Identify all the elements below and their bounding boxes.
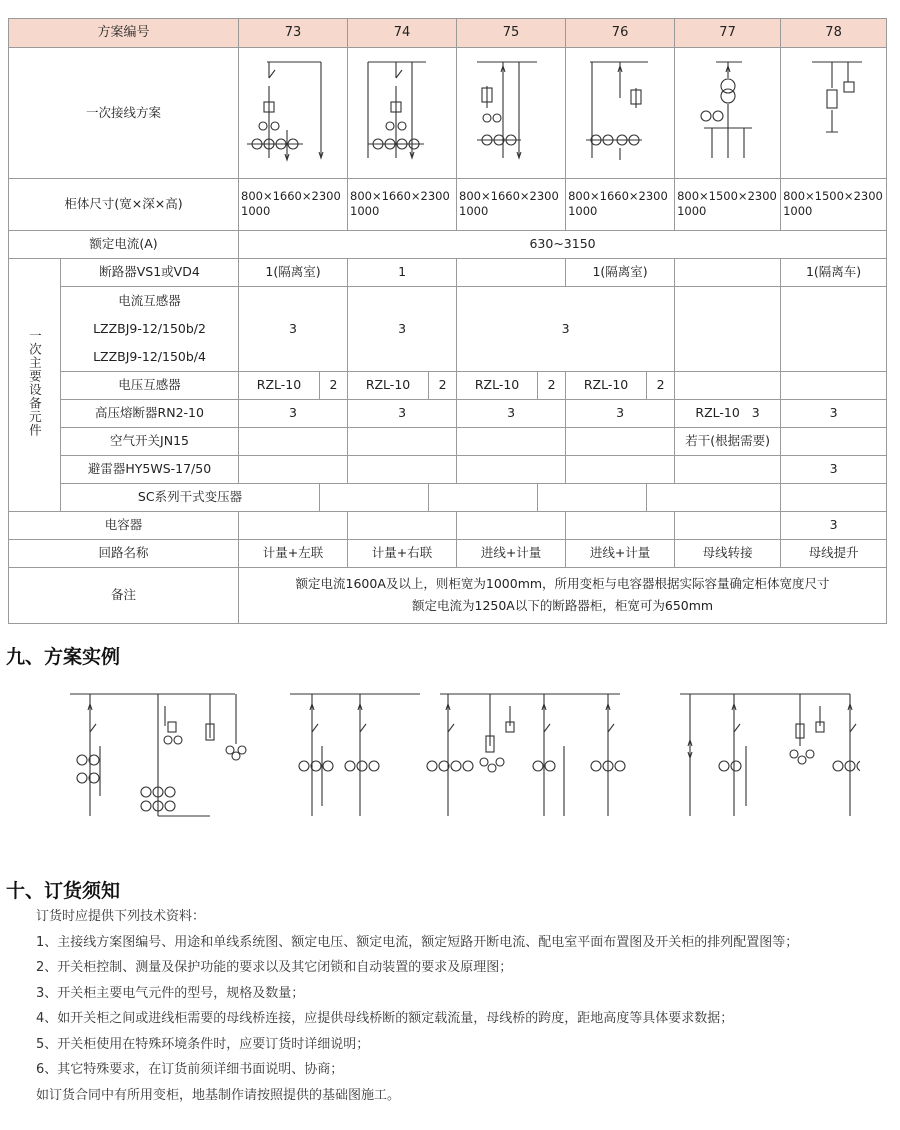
breaker-73: 1(隔离室) (239, 258, 348, 286)
air-switch-74 (348, 427, 457, 455)
breaker-76: 1(隔离室) (566, 258, 675, 286)
arrester-78: 3 (781, 455, 887, 483)
vt-78 (781, 371, 887, 399)
group-3 (427, 694, 625, 816)
vt-qty-74: 2 (429, 371, 457, 399)
breaker-row (9, 258, 887, 286)
rated-current-label: 额定电流(A) (9, 230, 239, 258)
vt-qty-76: 2 (647, 371, 675, 399)
wiring-diagram-78 (781, 48, 887, 179)
capacitor-73 (239, 511, 348, 539)
breaker-77 (675, 258, 781, 286)
circuit-row (9, 539, 887, 567)
single-line-diagram (676, 48, 780, 174)
vt-row (9, 371, 887, 399)
breaker-78: 1(隔离车) (781, 258, 887, 286)
fuse-74: 3 (348, 399, 457, 427)
arrester-74 (348, 455, 457, 483)
fuse-78: 3 (781, 399, 887, 427)
transformer-label: SC系列干式变压器 (61, 483, 320, 511)
group-2 (290, 694, 420, 816)
transformer-76 (647, 483, 781, 511)
breaker-label: 断路器VS1或VD4 (61, 258, 239, 286)
col-76: 76 (566, 19, 675, 48)
circuit-75: 进线+计量 (457, 539, 566, 567)
transformer-77 (781, 483, 887, 511)
fuse-label: 高压熔断器RN2-10 (61, 399, 239, 427)
arrester-77 (675, 455, 781, 483)
group-4 (680, 694, 860, 816)
transformer-75 (538, 483, 647, 511)
note-line: 4、如开关柜之间或进线柜需要的母线桥连接，应提供母线桥断的额定载流量，母线桥的跨度，距地高度等具体要求数据； (36, 1011, 734, 1026)
col-75: 75 (457, 19, 566, 48)
capacitor-row (9, 511, 887, 539)
vt-qty-75: 2 (538, 371, 566, 399)
air-switch-76 (566, 427, 675, 455)
size-77: 800×1500×2300 1000 (675, 178, 781, 230)
vt-label: 电压互感器 (61, 371, 239, 399)
transformer-73 (320, 483, 429, 511)
ct-73: 3 (239, 286, 348, 371)
header-row (9, 19, 887, 48)
capacitor-78: 3 (781, 511, 887, 539)
size-73: 800×1660×2300 1000 (239, 178, 348, 230)
note-line: 2、开关柜控制、测量及保护功能的要求以及其它闭锁和自动装置的要求及原理图； (36, 960, 513, 975)
ct-row (9, 286, 887, 371)
single-line-diagram (782, 48, 886, 174)
remarks-row (9, 567, 887, 623)
single-line-diagram (348, 48, 456, 174)
single-line-diagram (566, 48, 674, 174)
capacitor-74 (348, 511, 457, 539)
note-line: 订货时应提供下列技术资料： (36, 909, 206, 924)
section9-title: 九、方案实例 (6, 646, 121, 668)
transformer-row (9, 483, 887, 511)
ct-77 (675, 286, 781, 371)
circuit-76: 进线+计量 (566, 539, 675, 567)
single-line-diagram (239, 48, 347, 174)
col-77: 77 (675, 19, 781, 48)
size-78: 800×1500×2300 1000 (781, 178, 887, 230)
arrester-73 (239, 455, 348, 483)
arrester-75 (457, 455, 566, 483)
arrester-row (9, 455, 887, 483)
air-switch-73 (239, 427, 348, 455)
ct-label: 电流互感器 LZZBJ9-12/150b/2 LZZBJ9-12/150b/4 (61, 286, 239, 371)
wiring-row (9, 48, 887, 179)
air-switch-75 (457, 427, 566, 455)
vt-qty-73: 2 (320, 371, 348, 399)
circuit-74: 计量+右联 (348, 539, 457, 567)
wiring-label: 一次接线方案 (9, 48, 239, 179)
air-switch-77: 若干(根据需要) (675, 427, 781, 455)
ct-76: 3 (457, 286, 675, 371)
fuse-77: RZL-10 3 (675, 399, 781, 427)
air-switch-label: 空气开关JN15 (61, 427, 239, 455)
wiring-diagram-76 (566, 48, 675, 179)
vt-model-73: RZL-10 (239, 371, 320, 399)
size-76: 800×1660×2300 1000 (566, 178, 675, 230)
wiring-diagram-74 (348, 48, 457, 179)
capacitor-76 (566, 511, 675, 539)
transformer-74 (429, 483, 538, 511)
note-line: 5、开关柜使用在特殊环境条件时，应要订货时详细说明； (36, 1036, 370, 1052)
circuit-78: 母线提升 (781, 539, 887, 567)
size-74: 800×1660×2300 1000 (348, 178, 457, 230)
rated-current-row (9, 230, 887, 258)
col-78: 78 (781, 19, 887, 48)
capacitor-77 (675, 511, 781, 539)
note-line: 1、主接线方案图编号、用途和单线系统图、额定电压、额定电流，额定短路开断电流、配电室平面布置图及开关柜的排列配置图等； (36, 934, 799, 950)
circuit-77: 母线转接 (675, 539, 781, 567)
arrester-76 (566, 455, 675, 483)
air-switch-78 (781, 427, 887, 455)
fuse-75: 3 (457, 399, 566, 427)
breaker-74: 1 (348, 258, 457, 286)
scheme-number-label: 方案编号 (9, 19, 239, 48)
group-label: 一次主要设备元件 (9, 258, 61, 511)
wiring-diagram-73 (239, 48, 348, 179)
fuse-73: 3 (239, 399, 348, 427)
vt-77 (675, 371, 781, 399)
wiring-diagram-75 (457, 48, 566, 179)
section10-title: 十、订货须知 (6, 880, 121, 902)
remarks-text: 额定电流1600A及以上，则柜宽为1000mm，所用变柜与电容器根据实际容量确定柜体宽度尺寸 额定电流为1250A以下的断路器柜，柜宽可为650mm (239, 567, 887, 623)
ordering-notes (36, 904, 798, 1108)
col-74: 74 (348, 19, 457, 48)
circuit-label: 回路名称 (9, 539, 239, 567)
group-1 (70, 694, 246, 816)
remarks-label: 备注 (9, 567, 239, 623)
note-line: 如订货合同中有所用变柜，地基制作请按照提供的基础图施工。 (36, 1087, 401, 1103)
ct-78 (781, 286, 887, 371)
wiring-diagram-77 (675, 48, 781, 179)
vt-model-74: RZL-10 (348, 371, 429, 399)
capacitor-75 (457, 511, 566, 539)
ct-74: 3 (348, 286, 457, 371)
fuse-row (9, 399, 887, 427)
breaker-75 (457, 258, 566, 286)
single-line-diagram (457, 48, 565, 174)
example-diagram (60, 686, 860, 836)
size-label: 柜体尺寸(宽×深×高) (9, 178, 239, 230)
circuit-73: 计量+左联 (239, 539, 348, 567)
col-73: 73 (239, 19, 348, 48)
note-line: 3、开关柜主要电气元件的型号，规格及数量； (36, 985, 305, 1001)
note-line: 6、其它特殊要求，在订货前须详细书面说明、协商； (36, 1062, 344, 1077)
vt-model-75: RZL-10 (457, 371, 538, 399)
fuse-76: 3 (566, 399, 675, 427)
vt-model-76: RZL-10 (566, 371, 647, 399)
rated-current-value: 630~3150 (239, 230, 887, 258)
scheme-table (8, 18, 887, 624)
capacitor-label: 电容器 (9, 511, 239, 539)
size-row (9, 178, 887, 230)
size-75: 800×1660×2300 1000 (457, 178, 566, 230)
air-switch-row (9, 427, 887, 455)
arrester-label: 避雷器HY5WS-17/50 (61, 455, 239, 483)
